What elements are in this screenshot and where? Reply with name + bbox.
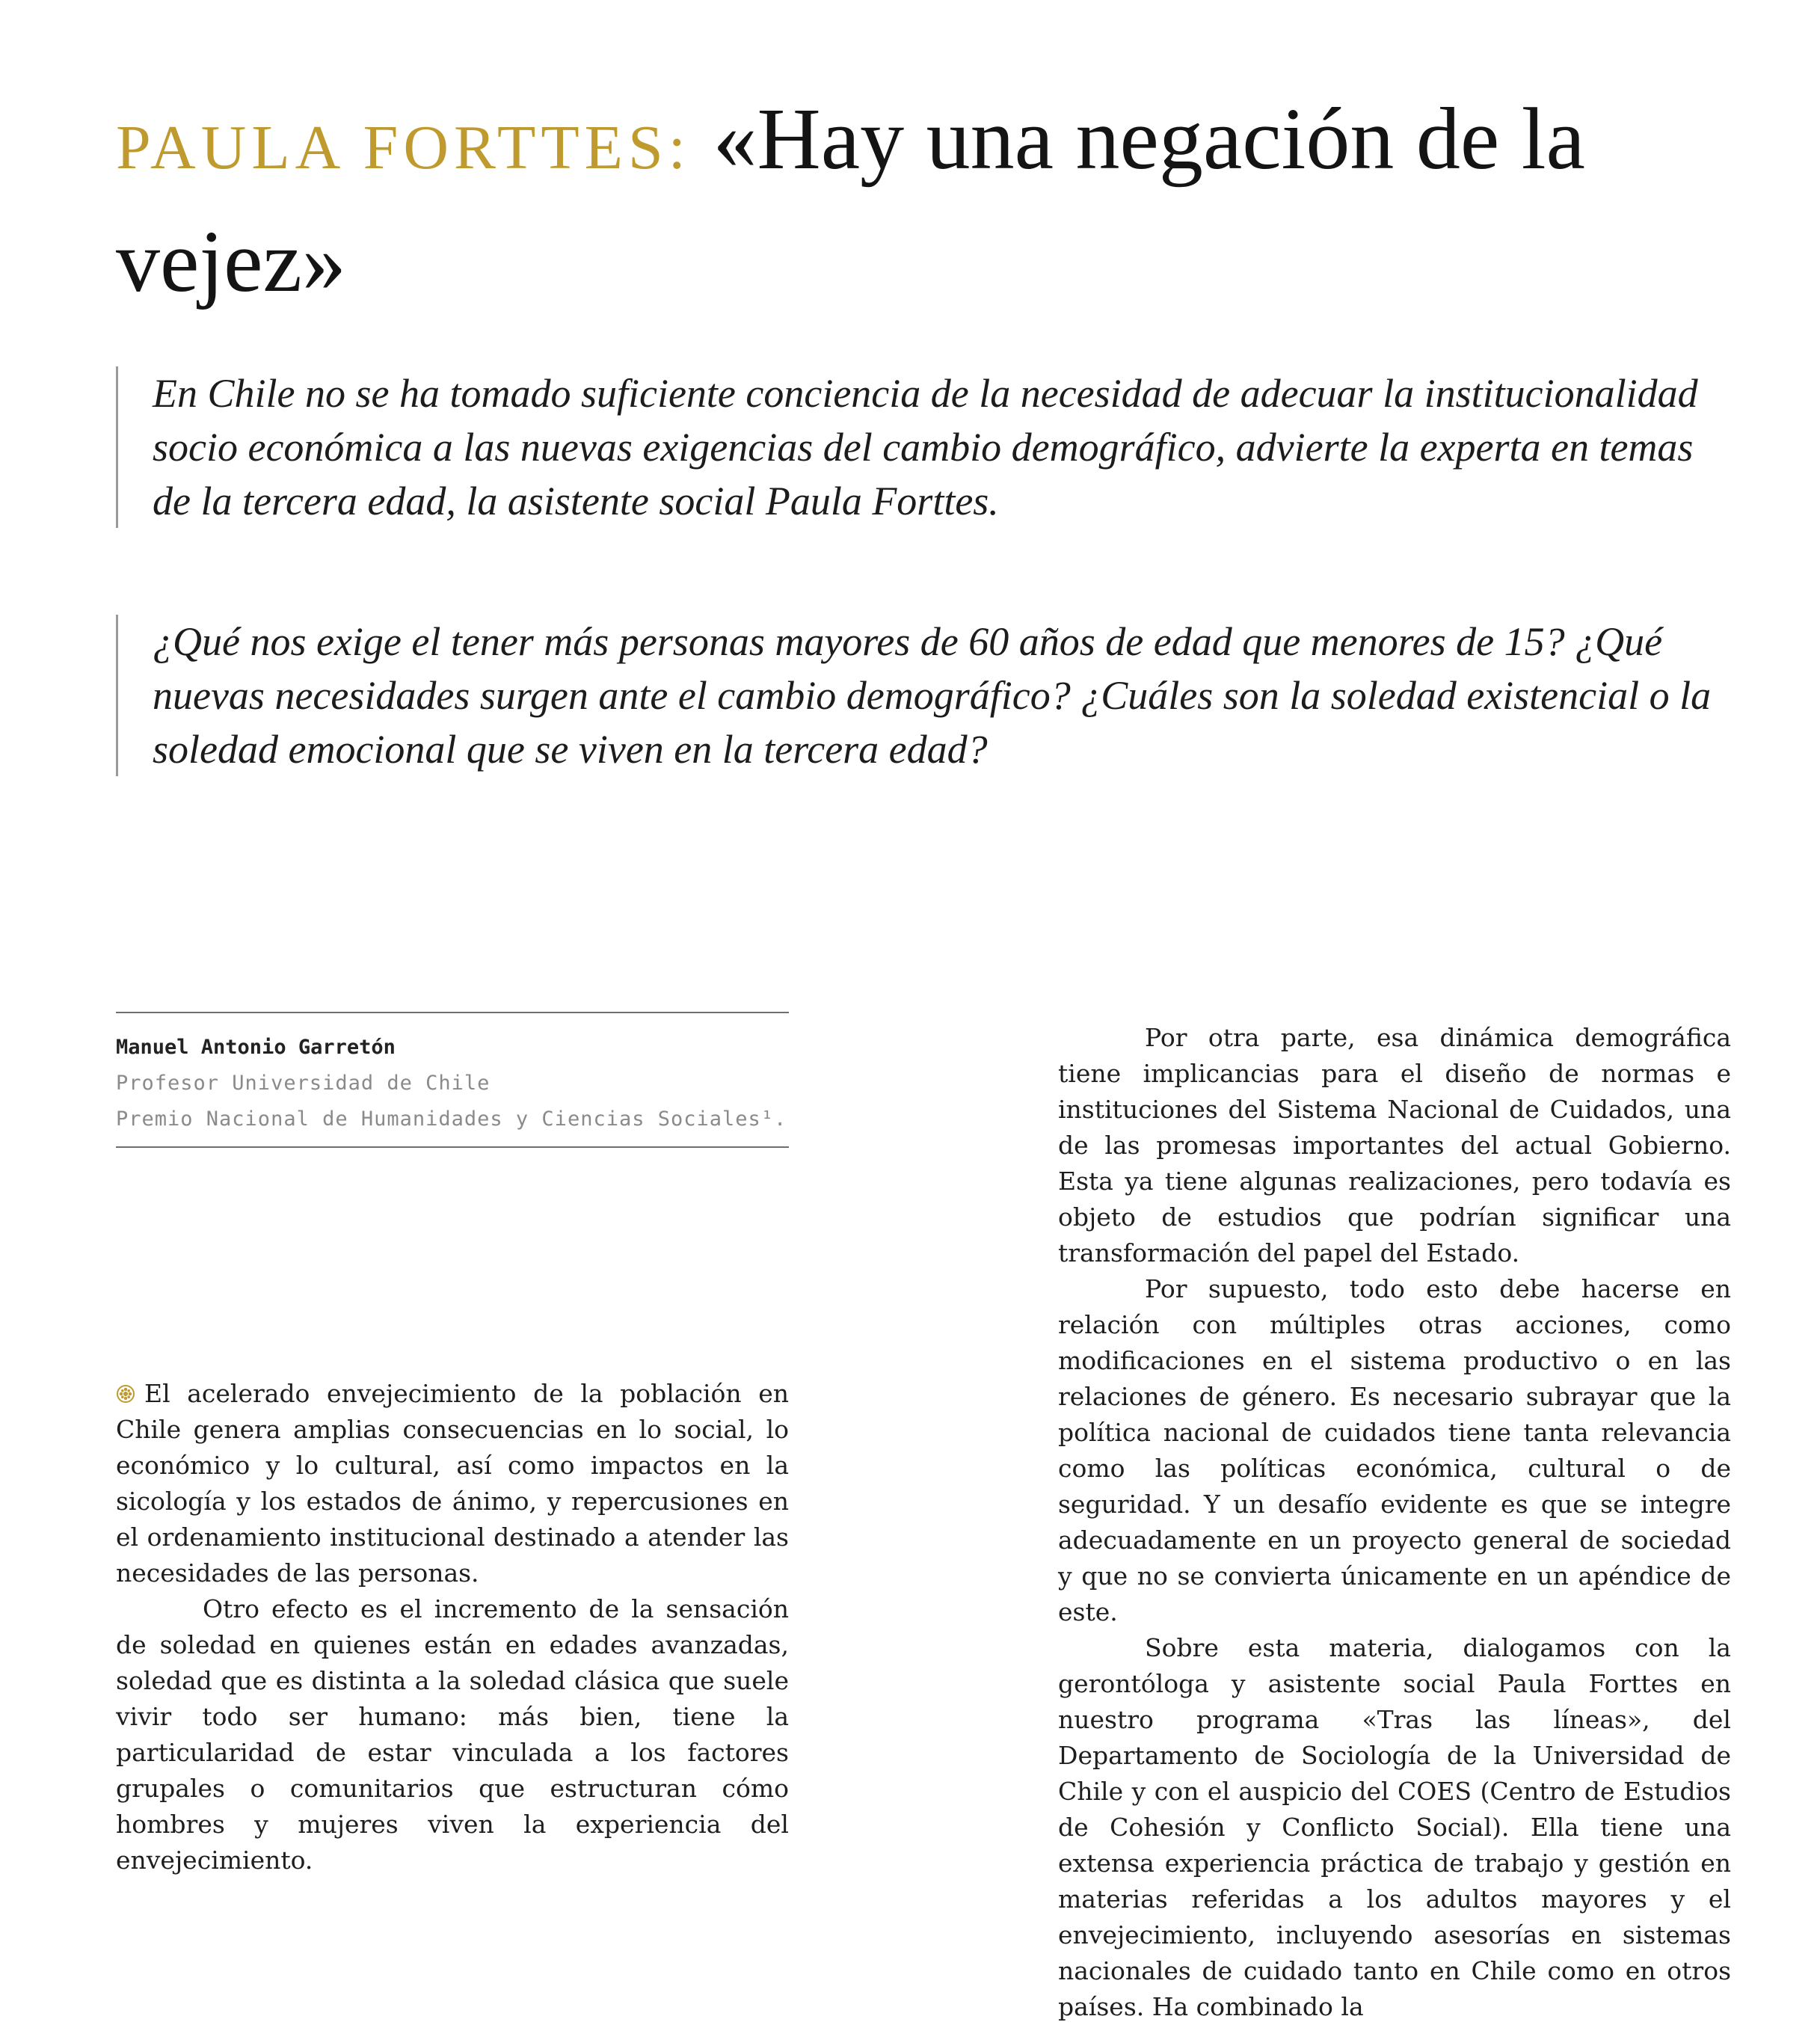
body-column-right: [1058, 1020, 1731, 2025]
lead-paragraph-1: En Chile no se ha tomado suficiente conciencia de la necesidad de adecuar la institucionalidad socio económica a las nuevas exigencias del cambio demográfico, advierte la experta en temas de la tercera edad, la asistente social Paula Forttes.: [116, 366, 1738, 528]
body-paragraph: Por otra parte, esa dinámica demográfica tiene implicancias para el diseño de normas e instituciones del Sistema Nacional de Cuidados, una de las promesas importantes del actual Gobierno. Esta ya tiene algunas realizaciones, pero todavía es objeto de estudios que podrían significar una transformación del papel del Estado.: [1058, 1023, 1731, 1267]
flower-ornament-icon: [116, 1384, 135, 1404]
author-award: Premio Nacional de Humanidades y Ciencias Sociales¹.: [116, 1107, 787, 1131]
author-role: Profesor Universidad de Chile: [116, 1072, 491, 1095]
body-paragraph: Sobre esta materia, dialogamos con la gerontóloga y asistente social Paula Forttes en nuestro programa «Tras las líneas», del Departamento de Sociología de la Universidad de Chile y con el auspicio del COES (Centro de Estudios de Cohesión y Conflicto Social). Ella tiene una extensa experiencia práctica de trabajo y gestión en materias referidas a los adultos mayores y el envejecimiento, incluyendo asesorías en sistemas nacionales de cuidado tanto en Chile como en otros países. Ha combinado la: [1058, 1633, 1731, 2021]
title-quote: «Hay una negación de la vejez»: [116, 90, 1585, 310]
lead-paragraph-2: ¿Qué nos exige el tener más personas mayores de 60 años de edad que menores de 15? ¿Qué nuevas necesidades surgen ante el cambio demográfico? ¿Cuáles son la soledad existencial o la soledad emocional que se viven en la tercera edad?: [116, 615, 1738, 776]
body-paragraph: [116, 1376, 789, 1591]
body-column-left: [116, 1376, 789, 1878]
author-name: Manuel Antonio Garretón: [116, 1036, 396, 1059]
body-paragraph: Otro efecto es el incremento de la sensación de soledad en quienes están en edades avanzadas, soledad que es distinta a la soledad clásica que suele vivir todo ser humano: más bien, tiene la particularidad de estar vinculada a los factores grupales o comunitarios que estructuran cómo hombres y mujeres viven la experiencia del envejecimiento.: [116, 1594, 789, 1875]
author-box: [116, 1012, 789, 1148]
body-paragraph-text: El acelerado envejecimiento de la población en Chile genera amplias consecuencias en lo social, lo económico y lo cultural, así como impactos en la sicología y los estados de ánimo, y repercusiones en el ordenamiento institucional destinado a atender las necesidades de las personas.: [116, 1379, 789, 1588]
title-name: PAULA FORTTES:: [116, 113, 692, 182]
body-paragraph: Por supuesto, todo esto debe hacerse en relación con múltiples otras acciones, como modificaciones en el sistema productivo o en las relaciones de género. Es necesario subrayar que la política nacional de cuidados tiene tanta relevancia como las políticas económica, cultural o de seguridad. Y un desafío evidente es que se integre adecuadamente en un proyecto general de sociedad y que no se convierta únicamente en un apéndice de este.: [1058, 1274, 1731, 1626]
article-title: [116, 82, 1724, 319]
